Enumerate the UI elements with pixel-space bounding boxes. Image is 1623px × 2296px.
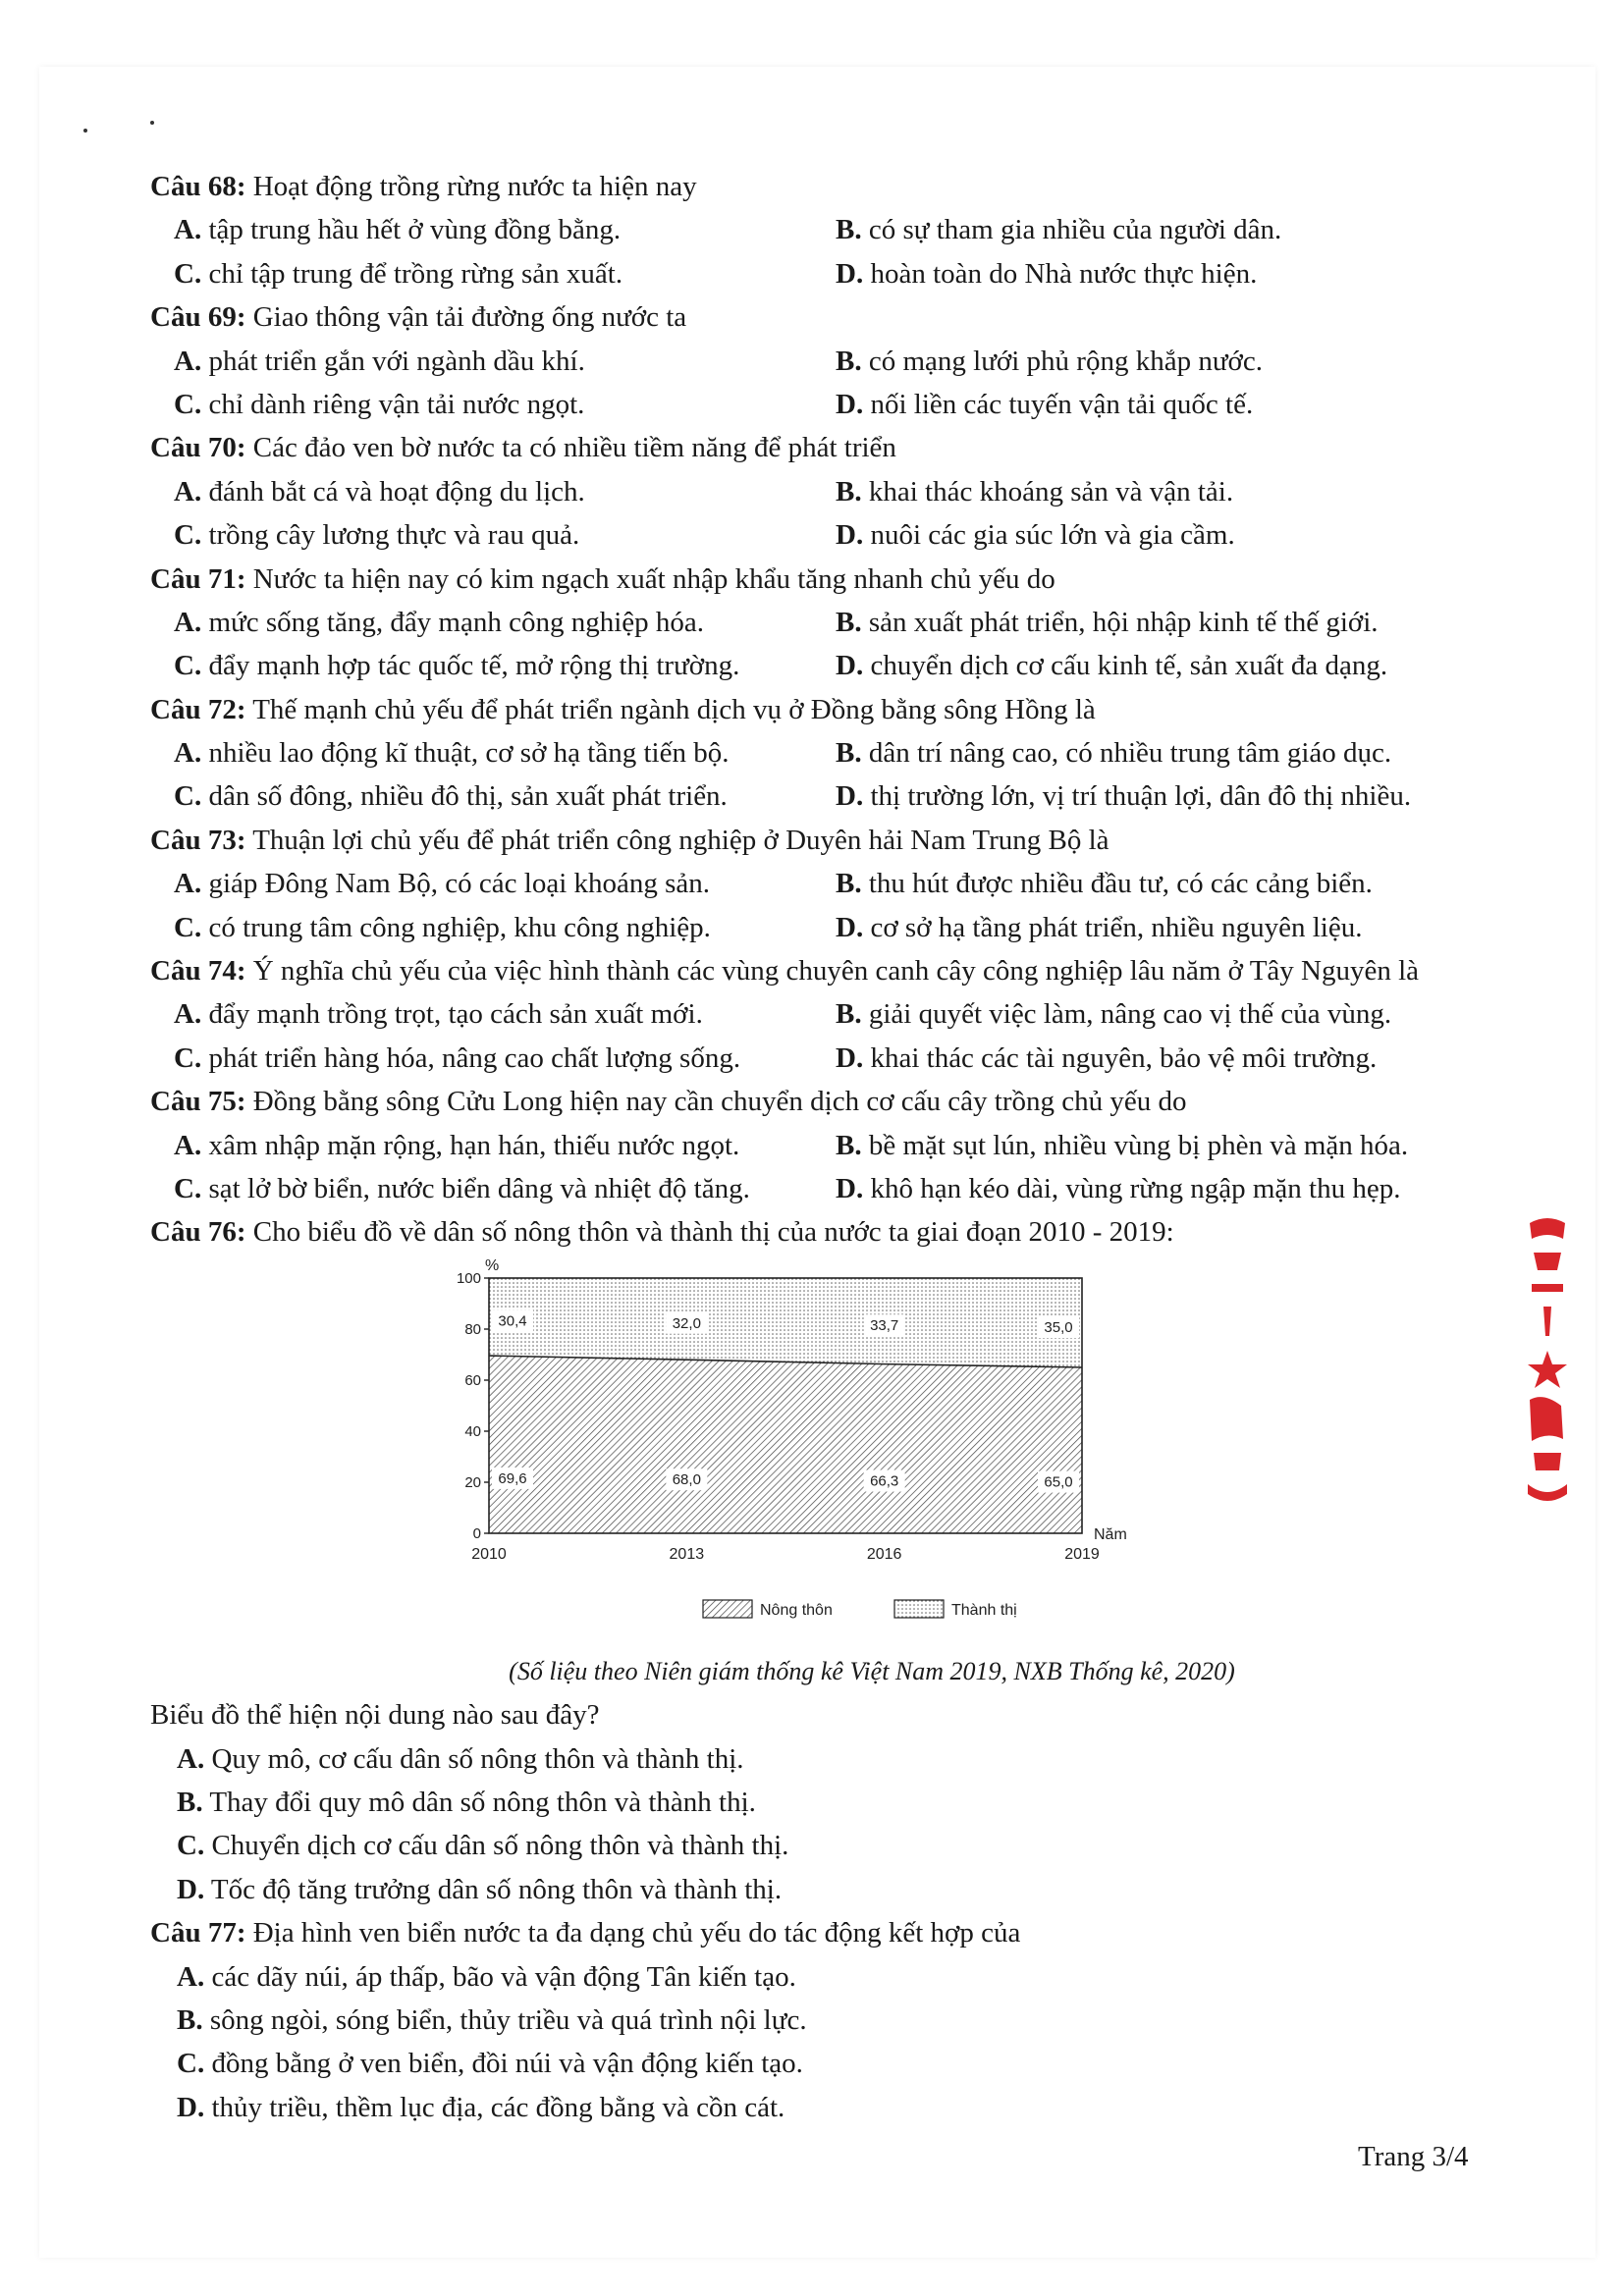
answer-option	[174, 208, 621, 251]
answer-option	[174, 906, 711, 949]
option-letter: B.	[836, 606, 862, 638]
area-chart	[422, 1255, 1129, 1647]
option-letter: D.	[836, 911, 864, 943]
option-row	[150, 774, 1495, 818]
question-stem	[150, 949, 1495, 992]
answer-option	[836, 252, 1257, 295]
option-text: nối liền các tuyến vận tải quốc tế.	[863, 388, 1254, 420]
answer-option	[836, 1037, 1377, 1080]
option-letter: A.	[177, 1960, 205, 1993]
data-label-rural	[492, 1468, 533, 1489]
svg-text:35,0: 35,0	[1044, 1318, 1073, 1336]
option-row	[150, 992, 1495, 1036]
option-letter: C.	[174, 388, 202, 420]
option-row	[150, 906, 1495, 949]
option-text: có sự tham gia nhiều của người dân.	[861, 214, 1282, 246]
option-text: dân số đông, nhiều đô thị, sản xuất phát triển.	[201, 780, 728, 813]
option-text: bề mặt sụt lún, nhiều vùng bị phèn và mặn hóa.	[861, 1129, 1409, 1161]
option-letter: A.	[174, 214, 202, 246]
option-letter: B.	[836, 345, 862, 377]
answer-option	[174, 513, 579, 557]
answer-option	[174, 731, 729, 774]
option-letter: C.	[174, 650, 202, 682]
option-letter: C.	[174, 519, 202, 552]
area-rural	[489, 1356, 1082, 1533]
y-tick-label: 0	[472, 1524, 481, 1542]
question-number: Câu 75:	[150, 1086, 246, 1118]
option-letter: A.	[174, 868, 202, 900]
option-letter: D.	[836, 780, 864, 813]
option-letter: B.	[836, 475, 862, 507]
question-text: Thế mạnh chủ yếu để phát triển ngành dịch vụ ở Đồng bằng sông Hồng là	[245, 693, 1096, 725]
data-label-rural	[666, 1468, 707, 1490]
answer-option	[174, 252, 622, 295]
question-number: Câu 69:	[150, 301, 246, 334]
data-label-rural	[1038, 1470, 1079, 1492]
option-row	[150, 1955, 1495, 1999]
question-stem	[150, 1080, 1495, 1123]
legend-item-urban	[894, 1600, 1017, 1619]
option-text: mức sống tăng, đẩy mạnh công nghiệp hóa.	[201, 606, 705, 638]
option-text: thị trường lớn, vị trí thuận lợi, dân đô thị nhiều.	[863, 780, 1412, 813]
question-text: Ý nghĩa chủ yếu của việc hình thành các vùng chuyên canh cây công nghiệp lâu năm ở Tây Nguyên là	[245, 955, 1420, 988]
scan-dot	[83, 129, 87, 133]
option-text: đẩy mạnh hợp tác quốc tế, mở rộng thị trường.	[201, 650, 740, 682]
answer-option	[174, 862, 710, 905]
option-row	[150, 644, 1495, 687]
option-row	[150, 470, 1495, 513]
option-text: đánh bắt cá và hoạt động du lịch.	[201, 475, 585, 507]
answer-option	[174, 383, 584, 426]
option-letter: A.	[174, 998, 202, 1031]
option-letter: C.	[177, 2048, 205, 2080]
option-letter: A.	[174, 345, 202, 377]
y-tick-label: 60	[464, 1371, 481, 1389]
question-number: Câu 71:	[150, 562, 246, 595]
option-row	[150, 513, 1495, 557]
option-row	[150, 731, 1495, 774]
option-row	[150, 601, 1495, 644]
answer-option	[836, 644, 1387, 687]
option-text: nuôi các gia súc lớn và gia cầm.	[863, 519, 1235, 552]
question-stem	[150, 819, 1495, 862]
question-stem	[150, 558, 1495, 601]
question-number: Câu 68:	[150, 171, 246, 202]
option-letter: B.	[836, 868, 862, 900]
question-number: Câu 76:	[150, 1216, 246, 1249]
answer-option	[836, 1124, 1408, 1167]
option-letter: C.	[174, 1172, 202, 1204]
option-letter: B.	[836, 1129, 862, 1161]
option-text: Tốc độ tăng trưởng dân số nông thôn và thành thị.	[204, 1873, 783, 1905]
option-letter: D.	[177, 1873, 205, 1905]
answer-option	[174, 644, 739, 687]
answer-option	[836, 992, 1391, 1036]
x-tick-label: 2016	[866, 1545, 902, 1563]
question-text: Các đảo ven bờ nước ta có nhiều tiềm năng để phát triển	[245, 432, 896, 464]
question-number: Câu 73:	[150, 824, 246, 856]
option-letter: A.	[174, 737, 202, 770]
data-label-urban	[492, 1309, 533, 1331]
question-number: Câu 72:	[150, 693, 246, 725]
answer-option	[174, 470, 585, 513]
option-text: chỉ dành riêng vận tải nước ngọt.	[201, 388, 585, 420]
page-number: Trang 3/4	[1358, 2141, 1469, 2172]
series-rural	[489, 1356, 1082, 1533]
option-text: xâm nhập mặn rộng, hạn hán, thiếu nước ngọt.	[201, 1129, 740, 1161]
option-row	[150, 1737, 1495, 1781]
option-row	[150, 1824, 1495, 1867]
option-letter: D.	[177, 2091, 205, 2123]
option-text: trồng cây lương thực và rau quả.	[201, 519, 580, 552]
x-tick-label: 2013	[669, 1545, 705, 1563]
answer-option	[836, 774, 1411, 818]
answer-option	[836, 601, 1379, 644]
option-letter: A.	[174, 1129, 202, 1161]
answer-option	[836, 340, 1263, 383]
y-tick-label: 20	[464, 1473, 481, 1491]
answer-option	[174, 1037, 740, 1080]
question-stem	[150, 1911, 1495, 1954]
option-text: có trung tâm công nghiệp, khu công nghiệp.	[201, 911, 711, 943]
svg-text:Thành thị: Thành thị	[951, 1601, 1017, 1619]
x-tick-label: 2019	[1064, 1545, 1100, 1563]
scan-dot	[150, 121, 154, 125]
y-tick-label: 80	[464, 1320, 481, 1338]
option-text: Thay đổi quy mô dân số nông thôn và thành thị.	[202, 1786, 756, 1818]
question-text: Địa hình ven biển nước ta đa dạng chủ yếu do tác động kết hợp của	[245, 1917, 1021, 1949]
option-text: giải quyết việc làm, nâng cao vị thế của vùng.	[861, 998, 1392, 1031]
answer-option	[836, 470, 1233, 513]
question-stem	[150, 295, 1495, 339]
question-stem	[150, 1210, 1495, 1254]
x-tick-label: 2010	[471, 1545, 507, 1563]
option-letter: C.	[174, 1041, 202, 1074]
option-letter: A.	[174, 606, 202, 638]
svg-text:65,0: 65,0	[1044, 1473, 1073, 1491]
option-letter: C.	[174, 780, 202, 813]
option-text: dân trí nâng cao, có nhiều trung tâm giáo dục.	[861, 737, 1392, 770]
series-urban	[489, 1278, 1082, 1367]
option-text: các dãy núi, áp thấp, bão và vận động Tân kiến tạo.	[204, 1960, 796, 1993]
question-text: Giao thông vận tải đường ống nước ta	[245, 301, 687, 334]
svg-text:Nông thôn: Nông thôn	[760, 1601, 833, 1619]
answer-option	[174, 774, 728, 818]
option-text: khai thác các tài nguyên, bảo vệ môi trường.	[863, 1041, 1378, 1074]
answer-option	[836, 208, 1281, 251]
option-letter: B.	[836, 737, 862, 770]
question-text: Thuận lợi chủ yếu để phát triển công nghiệp ở Duyên hải Nam Trung Bộ là	[245, 824, 1109, 856]
option-text: khai thác khoáng sản và vận tải.	[861, 475, 1234, 507]
svg-text:69,6: 69,6	[498, 1469, 527, 1487]
option-letter: A.	[174, 475, 202, 507]
chart-legend	[703, 1600, 1017, 1619]
option-letter: C.	[174, 911, 202, 943]
option-text: nhiều lao động kĩ thuật, cơ sở hạ tầng tiến bộ.	[201, 737, 730, 770]
option-text: giáp Đông Nam Bộ, có các loại khoáng sản.	[201, 868, 711, 900]
option-letter: A.	[177, 1742, 205, 1775]
option-text: khô hạn kéo dài, vùng rừng ngập mặn thu hẹp.	[863, 1172, 1401, 1204]
option-text: tập trung hầu hết ở vùng đồng bằng.	[201, 214, 622, 246]
option-row	[150, 340, 1495, 383]
question-text: Nước ta hiện nay có kim ngạch xuất nhập khẩu tăng nhanh chủ yếu do	[245, 562, 1055, 595]
option-text: đồng bằng ở ven biển, đồi núi và vận động kiến tạo.	[204, 2048, 803, 2080]
answer-option	[174, 340, 585, 383]
data-label-urban	[1038, 1316, 1079, 1338]
option-text: thu hút được nhiều đầu tư, có các cảng biển.	[861, 868, 1373, 900]
option-text: có mạng lưới phủ rộng khắp nước.	[861, 345, 1264, 377]
option-text: đẩy mạnh trồng trọt, tạo cách sản xuất mới.	[201, 998, 703, 1031]
option-row	[150, 862, 1495, 905]
svg-text:68,0: 68,0	[672, 1470, 701, 1488]
option-letter: D.	[836, 1041, 864, 1074]
option-text: Chuyển dịch cơ cấu dân số nông thôn và thành thị.	[204, 1830, 789, 1862]
option-text: phát triển hàng hóa, nâng cao chất lượng sống.	[201, 1041, 741, 1074]
option-row	[150, 2042, 1495, 2085]
data-label-urban	[666, 1312, 707, 1334]
question-text: Đồng bằng sông Cửu Long hiện nay cần chuyển dịch cơ cấu cây trồng chủ yếu do	[245, 1086, 1187, 1118]
option-row	[150, 2086, 1495, 2129]
option-letter: D.	[836, 388, 864, 420]
question-number: Câu 77:	[150, 1917, 246, 1949]
exam-content	[150, 165, 1495, 2129]
answer-option	[174, 601, 704, 644]
svg-text:32,0: 32,0	[672, 1314, 701, 1332]
svg-text:30,4: 30,4	[498, 1312, 527, 1330]
option-row	[150, 252, 1495, 295]
chart-source: (Số liệu theo Niên giám thống kê Việt Nam 2019, NXB Thống kê, 2020)	[509, 1656, 1235, 1685]
question-number: Câu 74:	[150, 955, 246, 988]
answer-option	[174, 992, 703, 1036]
option-letter: D.	[836, 257, 864, 290]
option-letter: B.	[177, 2003, 203, 2036]
area-urban	[489, 1278, 1082, 1367]
answer-option	[836, 862, 1373, 905]
question-text: Cho biểu đồ về dân số nông thôn và thành thị của nước ta giai đoạn 2010 - 2019:	[245, 1216, 1174, 1249]
option-text: hoàn toàn do Nhà nước thực hiện.	[863, 257, 1258, 290]
question-stem	[150, 688, 1495, 731]
answer-option	[836, 513, 1235, 557]
option-row	[150, 1037, 1495, 1080]
question-text: Hoạt động trồng rừng nước ta hiện nay	[245, 171, 697, 202]
answer-option	[174, 1124, 739, 1167]
option-text: sản xuất phát triển, hội nhập kinh tế thế giới.	[861, 606, 1379, 638]
option-row	[150, 1999, 1495, 2042]
option-row	[150, 1124, 1495, 1167]
option-letter: B.	[836, 998, 862, 1031]
question-number: Câu 70:	[150, 432, 246, 464]
option-text: sông ngòi, sóng biển, thủy triều và quá trình nội lực.	[202, 2003, 807, 2036]
option-row	[150, 383, 1495, 426]
option-text: thủy triều, thềm lục địa, các đồng bằng và cồn cát.	[204, 2091, 785, 2123]
answer-option	[836, 383, 1253, 426]
option-text: cơ sở hạ tầng phát triển, nhiều nguyên liệu.	[863, 911, 1363, 943]
answer-option	[836, 731, 1391, 774]
question-stem	[150, 426, 1495, 469]
question-prompt: Biểu đồ thể hiện nội dung nào sau đây?	[150, 1699, 600, 1732]
option-row	[150, 1167, 1495, 1210]
option-text: sạt lở bờ biển, nước biển dâng và nhiệt độ tăng.	[201, 1172, 750, 1204]
x-axis-label: Năm	[1094, 1525, 1127, 1543]
legend-item-rural	[703, 1600, 833, 1619]
option-text: chuyển dịch cơ cấu kinh tế, sản xuất đa dạng.	[863, 650, 1388, 682]
option-letter: C.	[177, 1830, 205, 1862]
option-row	[150, 208, 1495, 251]
option-letter: C.	[174, 257, 202, 290]
option-letter: D.	[836, 1172, 864, 1204]
option-row	[150, 1781, 1495, 1824]
option-text: phát triển gắn với ngành dầu khí.	[201, 345, 585, 377]
option-text: Quy mô, cơ cấu dân số nông thôn và thành thị.	[204, 1742, 744, 1775]
svg-text:33,7: 33,7	[870, 1316, 899, 1334]
chart-container	[150, 1255, 1495, 1650]
option-letter: D.	[836, 650, 864, 682]
red-seal-stamp	[1524, 1213, 1571, 1508]
y-axis-label: %	[485, 1256, 500, 1274]
answer-option	[836, 906, 1362, 949]
data-label-urban	[864, 1314, 905, 1336]
question-stem	[150, 165, 1495, 208]
option-letter: B.	[177, 1786, 203, 1818]
option-letter: D.	[836, 519, 864, 552]
svg-text:66,3: 66,3	[870, 1472, 899, 1490]
y-tick-label: 100	[456, 1269, 481, 1287]
data-label-rural	[864, 1469, 905, 1491]
option-text: chỉ tập trung để trồng rừng sản xuất.	[201, 257, 623, 290]
option-letter: B.	[836, 214, 862, 246]
option-row	[150, 1868, 1495, 1911]
answer-option	[836, 1167, 1400, 1210]
y-tick-label: 40	[464, 1422, 481, 1440]
answer-option	[174, 1167, 750, 1210]
